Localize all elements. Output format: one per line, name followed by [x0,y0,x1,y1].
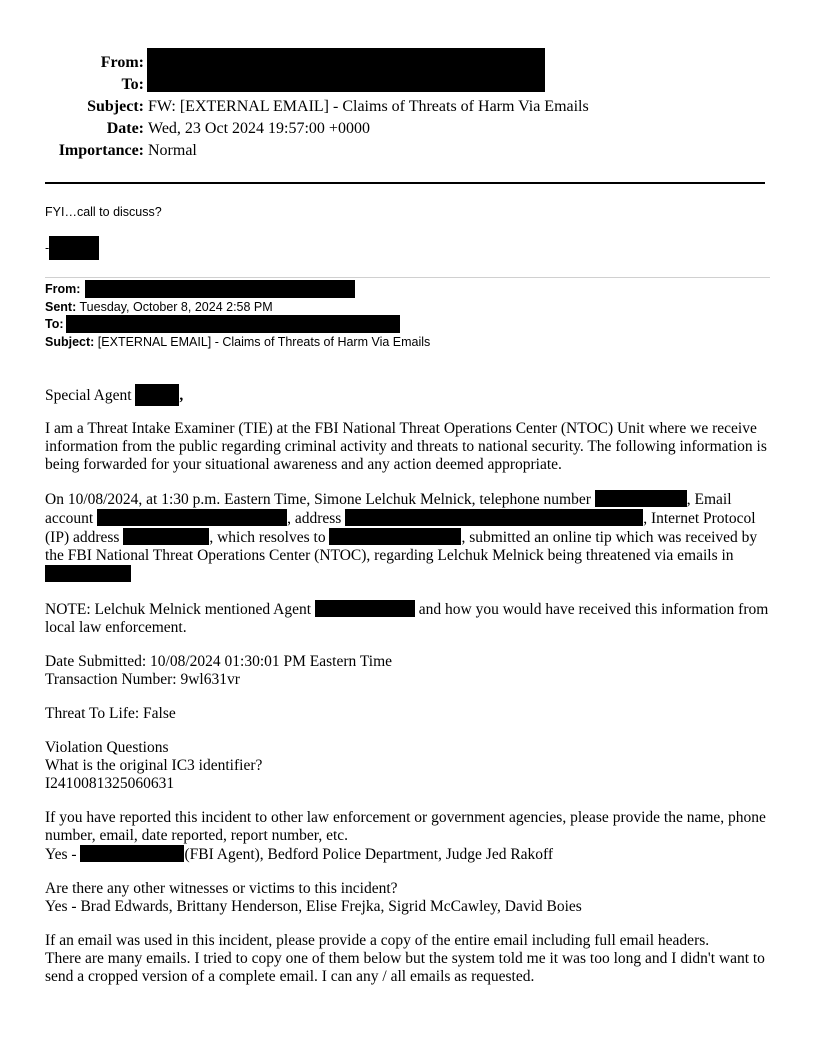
violation-questions-heading: Violation Questions [45,739,169,756]
date-label: Date: [106,120,144,137]
forwarded-header [45,281,430,351]
forwarded-sent-value: Tuesday, October 8, 2024 2:58 PM [79,299,273,314]
redaction-box [315,600,415,617]
tip-text: , which resolves to [209,529,330,546]
tip-text: On 10/08/2024, at 1:30 p.m. Eastern Time, Simone Lelchuk Melnick, telephone number [45,491,595,508]
answer-text: (FBI Agent), Bedford Police Department, Judge Jed Rakoff [184,846,554,863]
header-importance-row [0,140,816,162]
tip-text: , submitted an online tip which was received by the FBI National Threat Operations Center (NTOC), regarding Lelchuk Melnick being threatened via emails in [45,529,758,564]
note-text: NOTE: Lelchuk Melnick mentioned Agent [45,601,315,618]
salutation [45,384,775,406]
answer-text: Yes - [45,846,81,863]
to-label: To: [121,76,144,93]
from-label: From: [100,54,144,71]
tip-paragraph [45,490,775,584]
forwarded-subject-row [45,334,430,352]
signature-dash: - [45,241,50,255]
question-witnesses: Are there any other witnesses or victims to this incident? [45,880,398,897]
redaction-box [85,280,355,298]
question-email: If an email was used in this incident, please provide a copy of the entire email including full email headers. [45,932,710,949]
answer-email: There are many emails. I tried to copy one of them below but the system told me it was too long and I didn't want to send a cropped version of a complete email. I can any / all emails as requested. [45,950,765,985]
note-text: and how you would have received this information from local law enforcement. [45,601,769,636]
message-body [45,384,775,986]
redaction-box [66,315,400,333]
redaction-box [345,509,643,526]
salutation-text: Special Agent [45,387,136,404]
header-to-row [0,74,816,96]
threat-to-life: Threat To Life: False [45,705,176,722]
question-ic3: What is the original IC3 identifier? [45,757,263,774]
answer-reported [45,845,775,864]
redaction-box [329,528,461,545]
signature [45,236,99,260]
date-submitted: Date Submitted: 10/08/2024 01:30:01 PM Eastern Time [45,653,393,670]
note-paragraph [45,600,775,637]
redaction-box [147,70,545,92]
question-reported: If you have reported this incident to other law enforcement or government agencies, please provide the name, phone number, email, date reported, report number, etc. [45,809,766,844]
forwarded-from-row [45,281,430,299]
header-divider [45,182,765,184]
header-subject-row [0,96,816,118]
forwarded-subject-value: [EXTERNAL EMAIL] - Claims of Threats of Harm Via Emails [97,334,431,349]
redaction-box [123,528,209,545]
redaction-box [135,384,179,406]
subject-value: FW: [EXTERNAL EMAIL] - Claims of Threats of Harm Via Emails [148,98,589,115]
forwarded-sent-row [45,299,430,317]
forwarded-subject-label: Subject: [45,334,95,349]
tip-text: , Email account [45,491,732,527]
redaction-box [49,236,99,260]
email-header [0,52,816,162]
forwarded-from-label: From: [45,282,81,296]
forwarded-sent-label: Sent: [45,299,77,314]
redaction-box [97,509,287,526]
forwarded-to-row [45,316,430,334]
forwarded-to-label: To: [45,317,64,331]
redaction-box [80,845,184,862]
forward-divider [45,277,770,278]
date-value: Wed, 23 Oct 2024 19:57:00 +0000 [148,120,370,137]
answer-ic3: I2410081325060631 [45,775,175,792]
redaction-box [595,490,687,507]
salutation-comma: , [179,387,184,404]
importance-label: Importance: [58,142,144,159]
redaction-box [147,48,545,70]
intro-paragraph: I am a Threat Intake Examiner (TIE) at the FBI National Threat Operations Center (NTOC) Unit where we receive information from the public regarding criminal activity and threats to national security. The following information is being forwarded for your situational awareness and any action deemed appropriate. [45,420,767,473]
transaction-number: Transaction Number: 9wl631vr [45,671,240,688]
redaction-box [45,565,131,582]
fyi-note: FYI…call to discuss? [45,205,162,219]
importance-value: Normal [148,142,197,159]
tip-text: , address [287,510,346,527]
tip-text: , Internet Protocol (IP) address [45,510,756,546]
subject-label: Subject: [87,98,144,115]
header-date-row [0,118,816,140]
answer-witnesses: Yes - Brad Edwards, Brittany Henderson, Elise Frejka, Sigrid McCawley, David Boies [45,898,582,915]
